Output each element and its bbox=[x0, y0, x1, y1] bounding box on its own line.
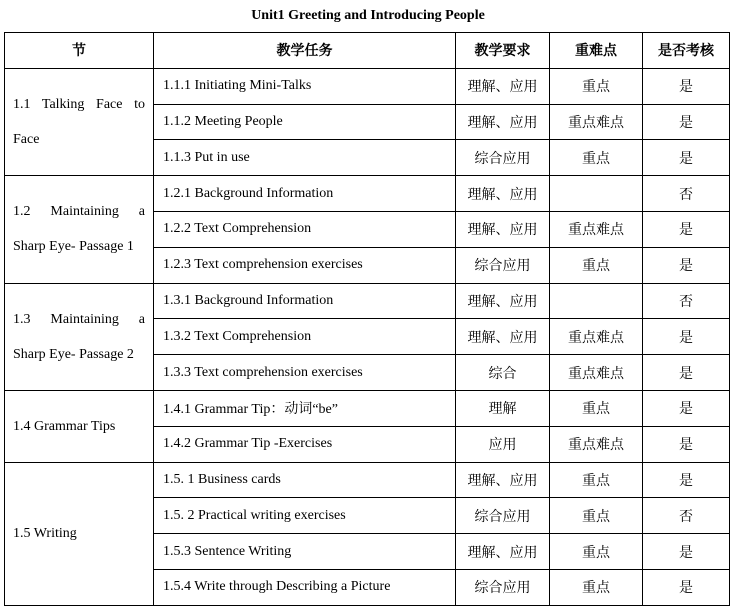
header-row bbox=[5, 33, 730, 69]
table-body bbox=[5, 68, 730, 605]
assessed-cell: 是 bbox=[643, 211, 730, 247]
section-cell: 1.2 Maintaining a Sharp Eye- Passage 1 bbox=[5, 176, 154, 283]
header-assessed: 是否考核 bbox=[643, 33, 730, 69]
section-cell: 1.5 Writing bbox=[5, 462, 154, 605]
task-cell: 1.5. 1 Business cards bbox=[154, 462, 456, 498]
assessed-cell: 是 bbox=[643, 140, 730, 176]
requirement-cell: 理解、应用 bbox=[456, 176, 550, 212]
assessed-cell: 是 bbox=[643, 426, 730, 462]
header-section: 节 bbox=[5, 33, 154, 69]
focus-cell: 重点难点 bbox=[550, 211, 643, 247]
assessed-cell: 否 bbox=[643, 176, 730, 212]
focus-cell: 重点难点 bbox=[550, 319, 643, 355]
requirement-cell: 理解、应用 bbox=[456, 462, 550, 498]
assessed-cell: 否 bbox=[643, 283, 730, 319]
focus-cell: 重点 bbox=[550, 68, 643, 104]
focus-cell: 重点 bbox=[550, 390, 643, 426]
task-cell: 1.1.3 Put in use bbox=[154, 140, 456, 176]
requirement-cell: 理解 bbox=[456, 390, 550, 426]
section-cell: 1.3 Maintaining a Sharp Eye- Passage 2 bbox=[5, 283, 154, 390]
focus-cell: 重点 bbox=[550, 140, 643, 176]
requirement-cell: 综合应用 bbox=[456, 569, 550, 605]
requirement-cell: 理解、应用 bbox=[456, 319, 550, 355]
assessed-cell: 是 bbox=[643, 355, 730, 391]
header-task: 教学任务 bbox=[154, 33, 456, 69]
focus-cell: 重点 bbox=[550, 462, 643, 498]
header-focus: 重难点 bbox=[550, 33, 643, 69]
focus-cell: 重点难点 bbox=[550, 355, 643, 391]
requirement-cell: 综合应用 bbox=[456, 140, 550, 176]
requirement-cell: 理解、应用 bbox=[456, 211, 550, 247]
task-cell: 1.3.2 Text Comprehension bbox=[154, 319, 456, 355]
table-row bbox=[5, 176, 730, 212]
assessed-cell: 是 bbox=[643, 104, 730, 140]
requirement-cell: 理解、应用 bbox=[456, 534, 550, 570]
requirement-cell: 应用 bbox=[456, 426, 550, 462]
focus-cell: 重点 bbox=[550, 569, 643, 605]
assessed-cell: 是 bbox=[643, 247, 730, 283]
assessed-cell: 是 bbox=[643, 534, 730, 570]
section-cell: 1.4 Grammar Tips bbox=[5, 390, 154, 462]
task-cell: 1.1.2 Meeting People bbox=[154, 104, 456, 140]
requirement-cell: 理解、应用 bbox=[456, 104, 550, 140]
table-row bbox=[5, 283, 730, 319]
focus-cell bbox=[550, 176, 643, 212]
focus-cell: 重点难点 bbox=[550, 104, 643, 140]
header-requirement: 教学要求 bbox=[456, 33, 550, 69]
task-cell: 1.2.1 Background Information bbox=[154, 176, 456, 212]
focus-cell bbox=[550, 283, 643, 319]
requirement-cell: 综合 bbox=[456, 355, 550, 391]
assessed-cell: 是 bbox=[643, 68, 730, 104]
table-row bbox=[5, 462, 730, 498]
table-row bbox=[5, 68, 730, 104]
requirement-cell: 综合应用 bbox=[456, 247, 550, 283]
task-cell: 1.1.1 Initiating Mini-Talks bbox=[154, 68, 456, 104]
task-cell: 1.5.4 Write through Describing a Picture bbox=[154, 569, 456, 605]
course-table bbox=[4, 32, 730, 606]
assessed-cell: 否 bbox=[643, 498, 730, 534]
assessed-cell: 是 bbox=[643, 390, 730, 426]
task-cell: 1.2.2 Text Comprehension bbox=[154, 211, 456, 247]
section-cell: 1.1 Talking Face to Face bbox=[5, 68, 154, 175]
task-cell: 1.4.2 Grammar Tip -Exercises bbox=[154, 426, 456, 462]
task-cell: 1.2.3 Text comprehension exercises bbox=[154, 247, 456, 283]
task-cell: 1.5. 2 Practical writing exercises bbox=[154, 498, 456, 534]
focus-cell: 重点 bbox=[550, 247, 643, 283]
requirement-cell: 综合应用 bbox=[456, 498, 550, 534]
table-row bbox=[5, 390, 730, 426]
task-cell: 1.5.3 Sentence Writing bbox=[154, 534, 456, 570]
focus-cell: 重点 bbox=[550, 534, 643, 570]
document-title: Unit1 Greeting and Introducing People bbox=[251, 8, 485, 23]
requirement-cell: 理解、应用 bbox=[456, 68, 550, 104]
task-cell: 1.4.1 Grammar Tip：动词“be” bbox=[154, 390, 456, 426]
focus-cell: 重点难点 bbox=[550, 426, 643, 462]
task-cell: 1.3.1 Background Information bbox=[154, 283, 456, 319]
assessed-cell: 是 bbox=[643, 569, 730, 605]
task-cell: 1.3.3 Text comprehension exercises bbox=[154, 355, 456, 391]
focus-cell: 重点 bbox=[550, 498, 643, 534]
assessed-cell: 是 bbox=[643, 462, 730, 498]
requirement-cell: 理解、应用 bbox=[456, 283, 550, 319]
assessed-cell: 是 bbox=[643, 319, 730, 355]
